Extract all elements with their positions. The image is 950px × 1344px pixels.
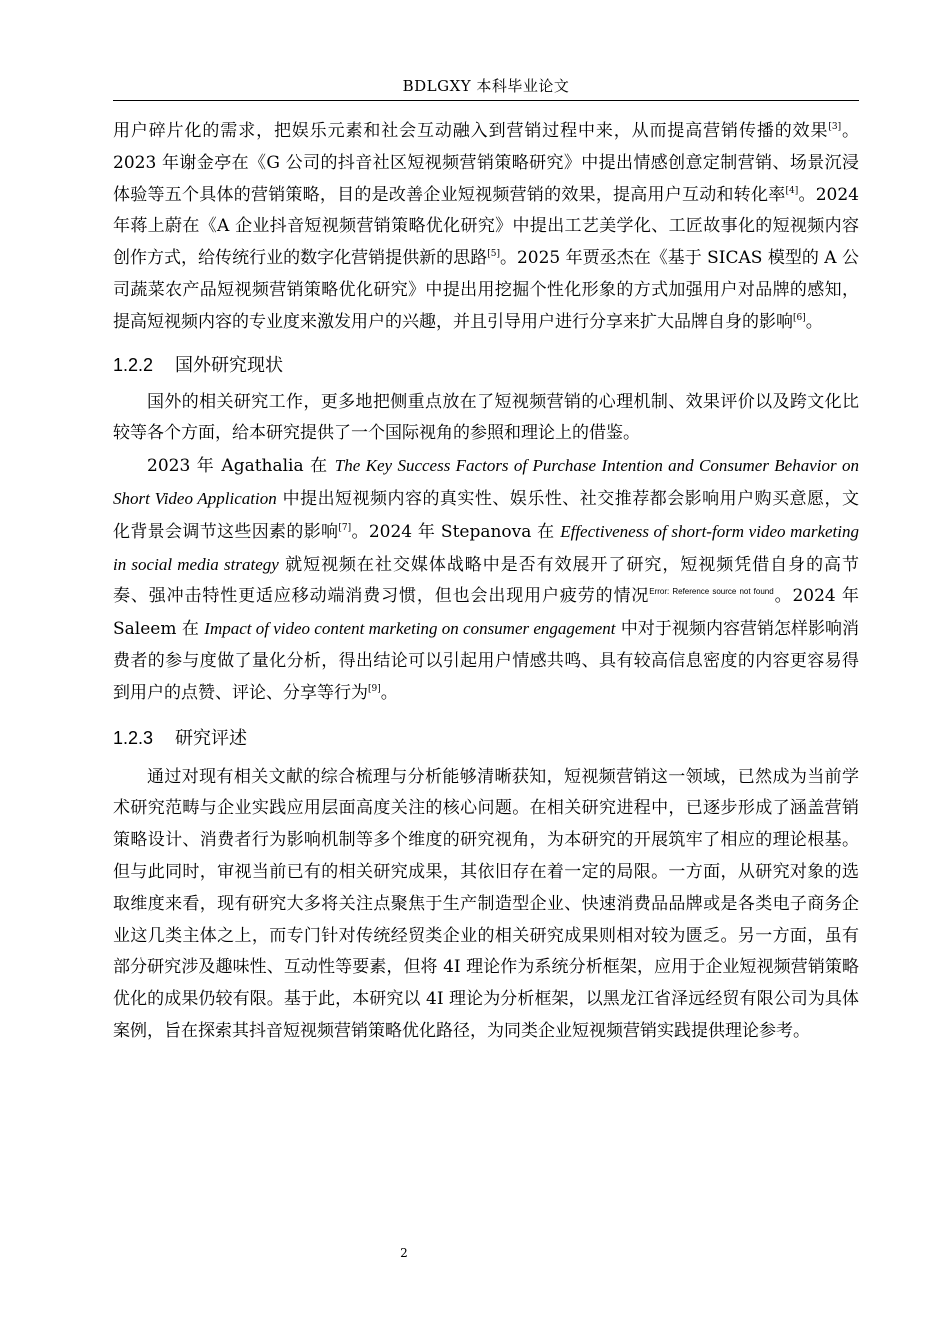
text-run: 。2025 年贾丞杰在《基于 SICAS 模型的 A 公司蔬菜农产品短视频营销策略优化研究》中提出用挖掘个性化形象的方式加强用户对品牌的感知，提高短视频内容的专业度来激发用户的兴趣，并且引导用户进行分享来扩大品牌自身的影响 [113,248,859,332]
section-number: 1.2.2 [113,354,154,375]
text-run: 用户碎片化的需求，把娱乐元素和社会互动融入到营销过程中来，从而提高营销传播的效果 [113,121,829,141]
text-run: 中对于视频内容营销怎样影响消费者的参与度做了量化分析，得出结论可以引起用户情感共鸣、具有较高信息密度的内容更容易得到用户的点赞、评论、分享等行为 [113,619,859,703]
section-number: 1.2.3 [113,727,154,748]
citation-ref: [4] [785,185,799,196]
cited-title: The Key Success Factors of Purchase Intention and Consumer Behavior on Short Video Application [113,456,859,508]
citation-ref: [9] [368,683,381,694]
text-run: 。2023 年谢金亭在《G 公司的抖音社区短视频营销策略研究》中提出情感创意定制营销、场景沉浸体验等五个具体的营销策略，目的是改善企业短视频营销的效果，提高用户互动和转化率 [113,121,860,205]
paragraph-foreign-studies [113,450,859,709]
text-run: 就短视频在社交媒体战略中是否有效展开了研究，短视频凭借自身的高节奏、强冲击特性更适应移动端消费习惯，但也会出现用户疲劳的情况 [113,554,859,607]
text-run: 。 [380,682,398,703]
paragraph-foreign-intro: 国外的相关研究工作，更多地把侧重点放在了短视频营销的心理机制、效果评价以及跨文化比较等各个方面，给本研究提供了一个国际视角的参照和理论上的借鉴。 [113,391,859,444]
cited-title: Impact of video content marketing on consumer engagement [204,619,616,639]
citation-error: Error: Reference source not found [649,587,774,597]
running-header: BDLGXY 本科毕业论文 [402,77,570,95]
citation-ref: [5] [487,249,500,260]
paragraph-domestic-continued [113,116,859,339]
section-title: 研究评述 [175,727,248,749]
page-number: 2 [400,1246,408,1260]
section-heading-1-2-3 [113,724,859,750]
text-run: 中提出短视频内容的真实性、娱乐性、社交推荐都会影响用户购买意愿，文化背景会调节这些因素的影响 [113,488,860,542]
section-heading-1-2-2 [113,351,859,377]
text-run: 。2024 年 Saleem 在 [113,586,859,640]
citation-ref: [3] [828,122,842,132]
text-run: 。2024 年蒋上蔚在《A 企业抖音短视频营销策略优化研究》中提出工艺美学化、工匠故事化的短视频内容创作方式，给传统行业的数字化营销提供新的思路 [113,184,860,269]
page-body [113,116,859,1048]
text-run: 。2024 年 Stepanova 在 [351,521,561,542]
citation-ref: [7] [338,522,352,533]
section-title: 国外研究现状 [175,354,284,376]
citation-ref: [6] [793,312,806,323]
header-divider [113,100,859,101]
paragraph-review: 通过对现有相关文献的综合梳理与分析能够清晰获知，短视频营销这一领域，已然成为当前学术研究范畴与企业实践应用层面高度关注的核心问题。在相关研究进程中，已逐步形成了涵盖营销策略设计、消费者行为影响机制等多个维度的研究视角，为本研究的开展筑牢了相应的理论根基。但与此同时，审视当前已有的相关研究成果，其依旧存在着一定的局限。一方面，从研究对象的选取维度来看，现有研究大多将关注点聚焦于生产制造型企业、快速消费品品牌或是各类电子商务企业这几类主体之上，而专门针对传统经贸类企业的相关研究成果则相对较为匮乏。另一方面，虽有部分研究涉及趣味性、互动性等要素，但将 4I 理论作为系统分析框架，应用于企业短视频营销策略优化的成果仍较有限。基于此，本研究以 4I 理论为分析框架，以黑龙江省泽远经贸有限公司为具体案例，旨在探索其抖音短视频营销策略优化路径，为同类企业短视频营销实践提供理论参考。 [113,766,859,1041]
cited-title: Effectiveness of short-form video marketing in social media strategy [113,521,860,574]
text-run: 。 [805,311,823,332]
text-run: 2023 年 Agathalia 在 [147,456,335,477]
